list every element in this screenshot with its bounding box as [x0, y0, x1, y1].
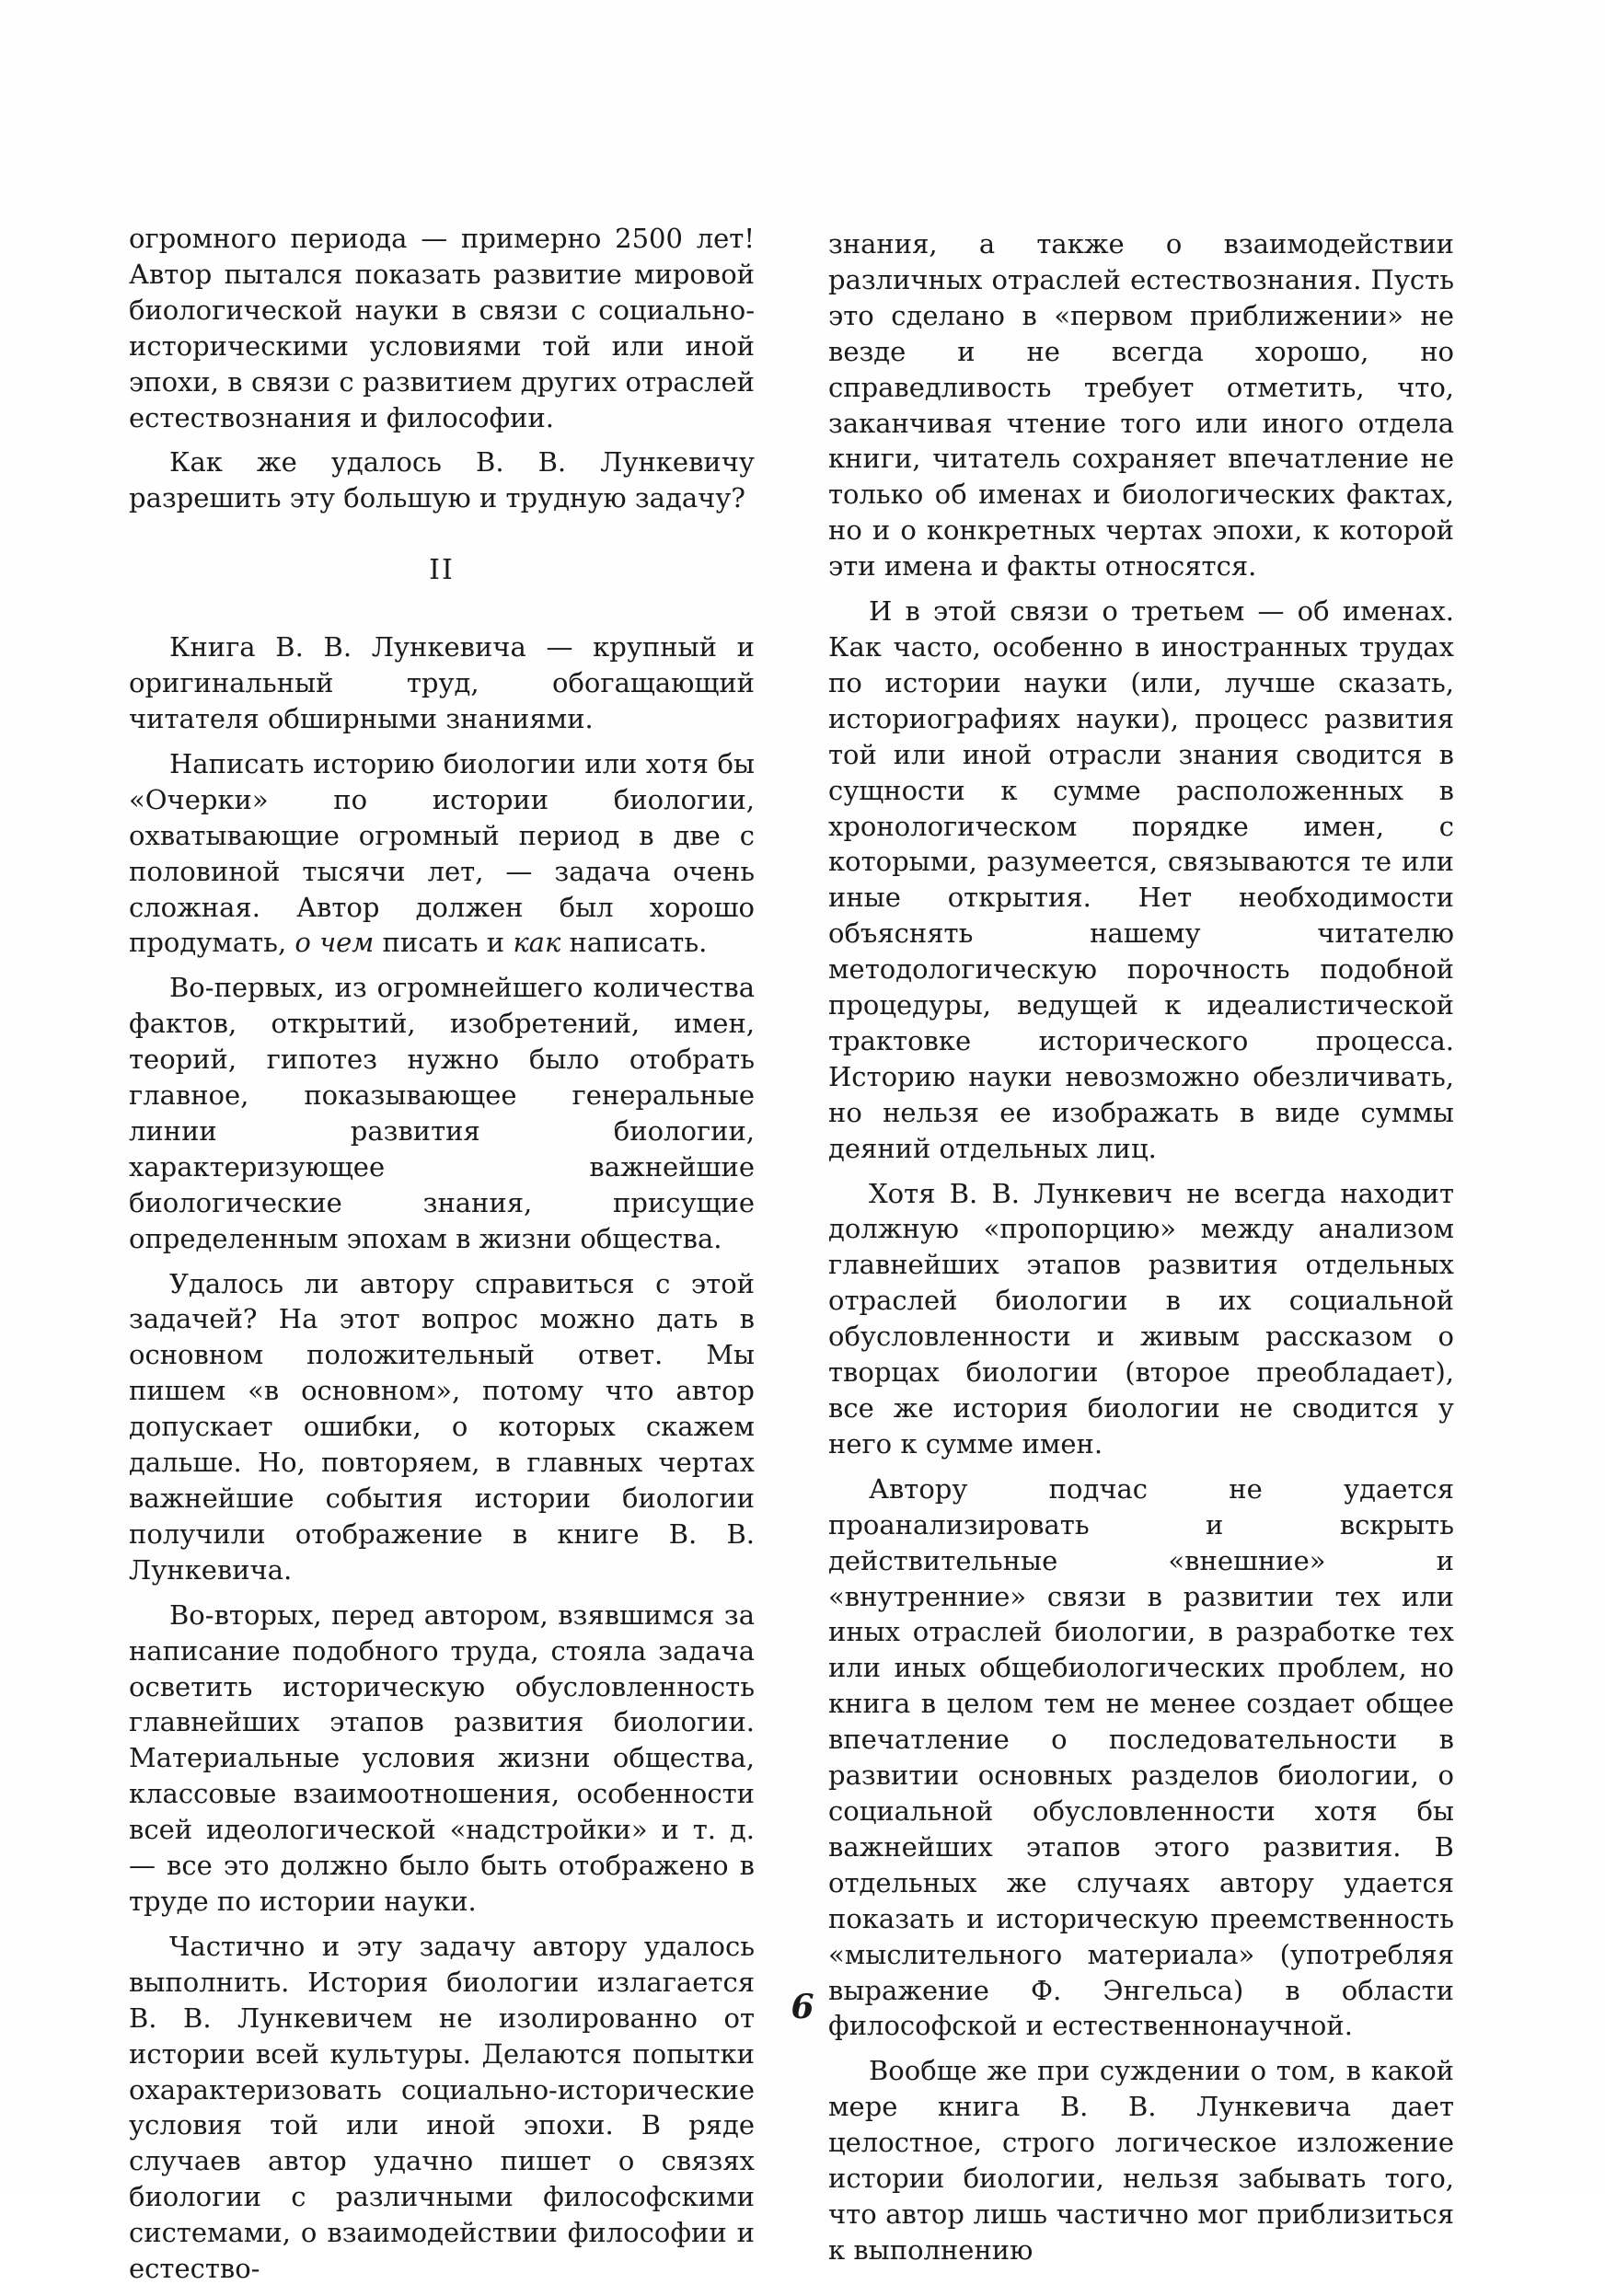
paragraph: Во-вторых, перед автором, взявшимся за написание подобного труда, стояла задача осветить историческую обусловленность главнейших этапов развития биологии. Материальные условия жизни общества, классовые взаимоотношения, особенности всей идеологической «надстройки» и т. д. — все это должно было быть отображено в труде по истории науки.: [129, 1598, 755, 1917]
paragraph: Частично и эту задачу автору удалось выполнить. История биологии излагается В. В. Лункевичем не изолированно от истории всей культуры. Делаются попытки охарактеризовать социально-исторические условия той или иной эпохи. В ряде случаев автор удачно пишет о связях биологии с различными философскими системами, о взаимодействии философии и естество-: [129, 1930, 755, 2285]
emphasis-text: как: [513, 927, 561, 959]
paragraph: Автору подчас не удается проанализировать и вскрыть действительные «внешние» и «внутренние» связи в развитии тех или иных отраслей биологии, в разработке тех или иных общебиологических проблем, но книга в целом тем не менее создает общее впечатление о последовательности в развитии основных разделов биологии, о социальной обусловленности хотя бы важнейших этапов этого развития. В отдельных же случаях автору удается показать и историческую преемственность «мыслительного материала» (употребляя выражение Ф. Энгельса) в области философской и естественнонаучной.: [828, 1472, 1454, 2042]
left-column: [129, 221, 755, 2296]
paragraph: огромного периода — примерно 2500 лет! Автор пытался показать развитие мировой биологической науки в связи с социально-историческими условиями той или иной эпохи, в связи с развитием других отраслей естествознания и философии.: [129, 223, 755, 433]
paragraph: Удалось ли автору справиться с этой задачей? На этот вопрос можно дать в основном положительный ответ. Мы пишем «в основном», потому что автор допускает ошибки, о которых скажем дальше. Но, повторяем, в главных чертах важнейшие события истории биологии получили отображение в книге В. В. Лункевича.: [129, 1267, 755, 1586]
paragraph: Как же удалось В. В. Лункевичу разрешить эту большую и трудную задачу?: [129, 446, 755, 514]
paragraph: Хотя В. В. Лункевич не всегда находит должную «пропорцию» между анализом главнейших этапов развития отдельных отраслей биологии в их социальной обусловленности и живым рассказом о творцах биологии (второе преобладает), все же история биологии не сводится у него к сумме имен.: [828, 1177, 1454, 1460]
paragraph: И в этой связи о третьем — об именах. Как часто, особенно в иностранных трудах по истории науки (или, лучше сказать, историографиях науки), процесс развития той или иной отрасли знания сводится в сущности к сумме расположенных в хронологическом порядке имен, с которыми, разумеется, связываются те или иные открытия. Нет необходимости объяснять нашему читателю методологическую порочность подобной процедуры, ведущей к идеалистической трактовке исторического процесса. Историю науки невозможно обезличивать, но нельзя ее изображать в виде суммы деяний отдельных лиц.: [828, 595, 1454, 1164]
paragraph: Вообще же при суждении о том, в какой мере книга В. В. Лункевича дает целостное, строго логическое изложение истории биологии, нельзя забывать того, что автор лишь частично мог приблизиться к выполнению: [828, 2055, 1454, 2266]
paragraph: Во-первых, из огромнейшего количества фактов, открытий, изобретений, имен, теорий, гипотез нужно было отобрать главное, показывающее генеральные линии развития биологии, характеризующее важнейшие биологические знания, присущие определенным эпохам в жизни общества.: [129, 972, 755, 1254]
paragraph: [129, 746, 755, 961]
right-column: [828, 226, 1454, 2278]
text-run: писать и: [374, 927, 514, 959]
paragraph: Книга В. В. Лункевича — крупный и оригинальный труд, обогащающий читателя обширными знаниями.: [129, 631, 755, 734]
text-run: написать.: [560, 927, 708, 959]
section-heading: II: [429, 554, 455, 587]
paragraph: знания, а также о взаимодействии различных отраслей естествознания. Пусть это сделано в «первом приближении» не везде и не всегда хорошо, но справедливость требует отметить, что, заканчивая чтение того или иного отдела книги, читатель сохраняет впечатление не только об именах и биологических фактах, но и о конкретных чертах эпохи, к которой эти имена и факты относятся.: [828, 228, 1454, 583]
emphasis-text: о чем: [294, 927, 375, 959]
page-number: 6: [791, 1988, 814, 2026]
text-run: Написать историю биологии или хотя бы «Очерки» по истории биологии, охватывающие огромный период в две с половиной тысячи лет, — задача очень сложная. Автор должен был хорошо продумать,: [129, 747, 755, 959]
